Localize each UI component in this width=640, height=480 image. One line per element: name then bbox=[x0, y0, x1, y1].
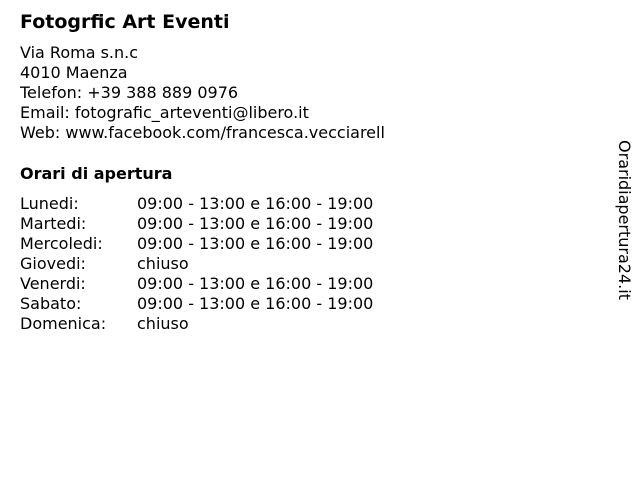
time-value: 09:00 - 13:00 e 16:00 - 19:00 bbox=[137, 274, 374, 293]
day-label: Mercoledi: bbox=[20, 234, 103, 253]
website-link: Web: www.facebook.com/francesca.vecciarell bbox=[20, 123, 385, 142]
day-label: Domenica: bbox=[20, 314, 107, 333]
site-watermark: Oraridiapertura24.it bbox=[615, 140, 634, 300]
day-label: Giovedi: bbox=[20, 254, 86, 273]
address-street: Via Roma s.n.c bbox=[20, 43, 139, 62]
time-value: chiuso bbox=[137, 314, 189, 333]
address-city: 4010 Maenza bbox=[20, 63, 128, 82]
day-label: Lunedi: bbox=[20, 194, 79, 213]
day-label: Sabato: bbox=[20, 294, 82, 313]
time-value: 09:00 - 13:00 e 16:00 - 19:00 bbox=[137, 214, 374, 233]
email-address: Email: fotografic_arteventi@libero.it bbox=[20, 103, 309, 122]
time-value: 09:00 - 13:00 e 16:00 - 19:00 bbox=[137, 294, 374, 313]
day-label: Venerdi: bbox=[20, 274, 86, 293]
phone-number: Telefon: +39 388 889 0976 bbox=[20, 83, 239, 102]
day-label: Martedi: bbox=[20, 214, 87, 233]
hours-heading: Orari di apertura bbox=[20, 164, 173, 183]
time-value: 09:00 - 13:00 e 16:00 - 19:00 bbox=[137, 234, 374, 253]
time-value: chiuso bbox=[137, 254, 189, 273]
business-name: Fotogrfic Art Eventi bbox=[20, 11, 230, 33]
time-value: 09:00 - 13:00 e 16:00 - 19:00 bbox=[137, 194, 374, 213]
contact-info bbox=[20, 43, 385, 143]
